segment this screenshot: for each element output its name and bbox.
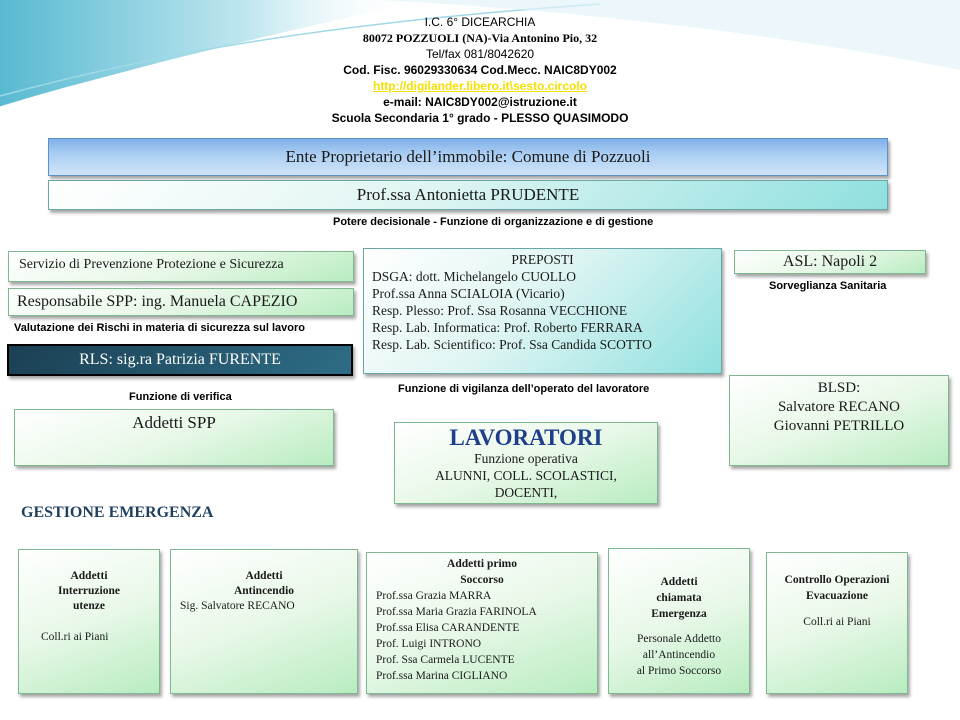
blsd-name: Giovanni PETRILLO bbox=[773, 418, 905, 434]
box-body: Sig. Salvatore RECANO bbox=[180, 600, 295, 612]
box-title-line: Antincendio bbox=[233, 585, 295, 597]
valutazione-rischi-label: Valutazione dei Rischi in materia di sicurezza sul lavoro bbox=[14, 322, 305, 334]
box-title-line: Controllo Operazioni bbox=[784, 574, 890, 586]
spp-responsabile-box bbox=[8, 288, 354, 316]
lavoratori-line: DOCENTI, bbox=[494, 485, 558, 500]
blsd-box bbox=[729, 375, 949, 466]
preposti-item: Resp. Plesso: Prof. Ssa Rosanna VECCHIONE bbox=[372, 303, 628, 318]
preposti-title: PREPOSTI bbox=[511, 252, 574, 267]
box-title-line: Interruzione bbox=[58, 585, 120, 597]
school-website-link[interactable]: http://digilander.libero.it\sesto.circolo bbox=[372, 79, 588, 93]
preposti-item: Prof.ssa Anna SCIALOIA (Vicario) bbox=[372, 286, 565, 301]
primo-soccorso-item: Prof.ssa Elisa CARANDENTE bbox=[376, 622, 520, 634]
box-title-line: Evacuazione bbox=[806, 590, 868, 602]
preposti-item: Resp. Lab. Scientifico: Prof. Ssa Candida SCOTTO bbox=[372, 337, 652, 352]
primo-soccorso-item: Prof.ssa Grazia MARRA bbox=[376, 590, 492, 602]
box-title-line: Addetti bbox=[70, 570, 108, 582]
funzione-verifica-label: Funzione di verifica bbox=[129, 391, 232, 403]
addetti-spp-text: Addetti SPP bbox=[132, 413, 216, 432]
funzione-vigilanza-label: Funzione di vigilanza dell’operato del lavoratore bbox=[398, 383, 650, 395]
box-title-line: Emergenza bbox=[651, 608, 707, 620]
box-body: al Primo Soccorso bbox=[636, 665, 722, 677]
evacuazione-box bbox=[766, 552, 908, 694]
rls-text: RLS: sig.ra Patrizia FURENTE bbox=[79, 351, 281, 368]
addetti-spp-box bbox=[14, 409, 334, 466]
preposti-item: DSGA: dott. Michelangelo CUOLLO bbox=[372, 269, 576, 284]
primo-soccorso-box bbox=[366, 552, 598, 694]
sorveglianza-sanitaria-label: Sorveglianza Sanitaria bbox=[769, 280, 887, 292]
primo-soccorso-item: Prof. Luigi INTRONO bbox=[376, 638, 482, 650]
primo-soccorso-item: Prof.ssa Marina CIGLIANO bbox=[376, 670, 508, 682]
box-body: Personale Addetto bbox=[637, 633, 721, 645]
ente-proprietario-box bbox=[48, 138, 888, 176]
blsd-name: Salvatore RECANO bbox=[777, 399, 901, 415]
box-body: Coll.ri ai Piani bbox=[41, 631, 109, 643]
chiamata-emergenza-box bbox=[608, 548, 750, 694]
box-title-line: Addetti bbox=[245, 570, 283, 582]
preposti-box bbox=[363, 248, 722, 374]
lavoratori-subtitle: Funzione operativa bbox=[474, 451, 578, 466]
school-phone: Tel/fax 081/8042620 bbox=[425, 47, 535, 61]
box-title-line: Addetti bbox=[660, 576, 698, 588]
potere-decisionale-label: Potere decisionale - Funzione di organizzazione e di gestione bbox=[333, 216, 654, 228]
spp-responsabile-text: Responsabile SPP: ing. Manuela CAPEZIO bbox=[17, 293, 298, 310]
lavoratori-title: LAVORATORI bbox=[449, 425, 603, 450]
preposti-item: Resp. Lab. Informatica: Prof. Roberto FERRARA bbox=[372, 320, 643, 335]
school-address: 80072 POZZUOLI (NA)-Via Antonino Pio, 32 bbox=[362, 31, 598, 45]
blsd-title: BLSD: bbox=[817, 380, 861, 396]
box-title-line: chiamata bbox=[656, 592, 702, 604]
school-name: I.C. 6° DICEARCHIA bbox=[424, 15, 536, 29]
box-title-line: Soccorso bbox=[460, 574, 504, 586]
box-body: Coll.ri ai Piani bbox=[803, 616, 871, 628]
antincendio-box bbox=[170, 549, 358, 694]
box-body: all’Antincendio bbox=[642, 649, 716, 661]
rls-box bbox=[7, 344, 353, 376]
lavoratori-box bbox=[394, 422, 658, 504]
school-codes: Cod. Fisc. 96029330634 Cod.Mecc. NAIC8DY002 bbox=[343, 63, 617, 77]
interruzione-utenze-box bbox=[18, 549, 160, 694]
school-email: e-mail: NAIC8DY002@istruzione.it bbox=[383, 95, 577, 109]
box-title-line: Addetti primo bbox=[447, 558, 517, 570]
asl-text: ASL: Napoli 2 bbox=[782, 253, 878, 270]
primo-soccorso-item: Prof. Ssa Carmela LUCENTE bbox=[376, 654, 515, 666]
school-header bbox=[240, 14, 720, 126]
school-plesso: Scuola Secondaria 1° grado - PLESSO QUASIMODO bbox=[331, 111, 629, 125]
spp-service-box bbox=[8, 251, 354, 282]
box-title-line: utenze bbox=[73, 600, 105, 612]
gestione-emergenza-title: GESTIONE EMERGENZA bbox=[21, 504, 214, 521]
lavoratori-line: ALUNNI, COLL. SCOLASTICI, bbox=[435, 468, 617, 483]
ente-proprietario-text: Ente Proprietario dell’immobile: Comune di Pozzuoli bbox=[285, 147, 651, 166]
primo-soccorso-item: Prof.ssa Maria Grazia FARINOLA bbox=[376, 606, 537, 618]
spp-service-text: Servizio di Prevenzione Protezione e Sicurezza bbox=[19, 257, 284, 272]
asl-box bbox=[734, 250, 926, 274]
dirigente-box bbox=[48, 180, 888, 210]
dirigente-name: Prof.ssa Antonietta PRUDENTE bbox=[356, 185, 580, 204]
